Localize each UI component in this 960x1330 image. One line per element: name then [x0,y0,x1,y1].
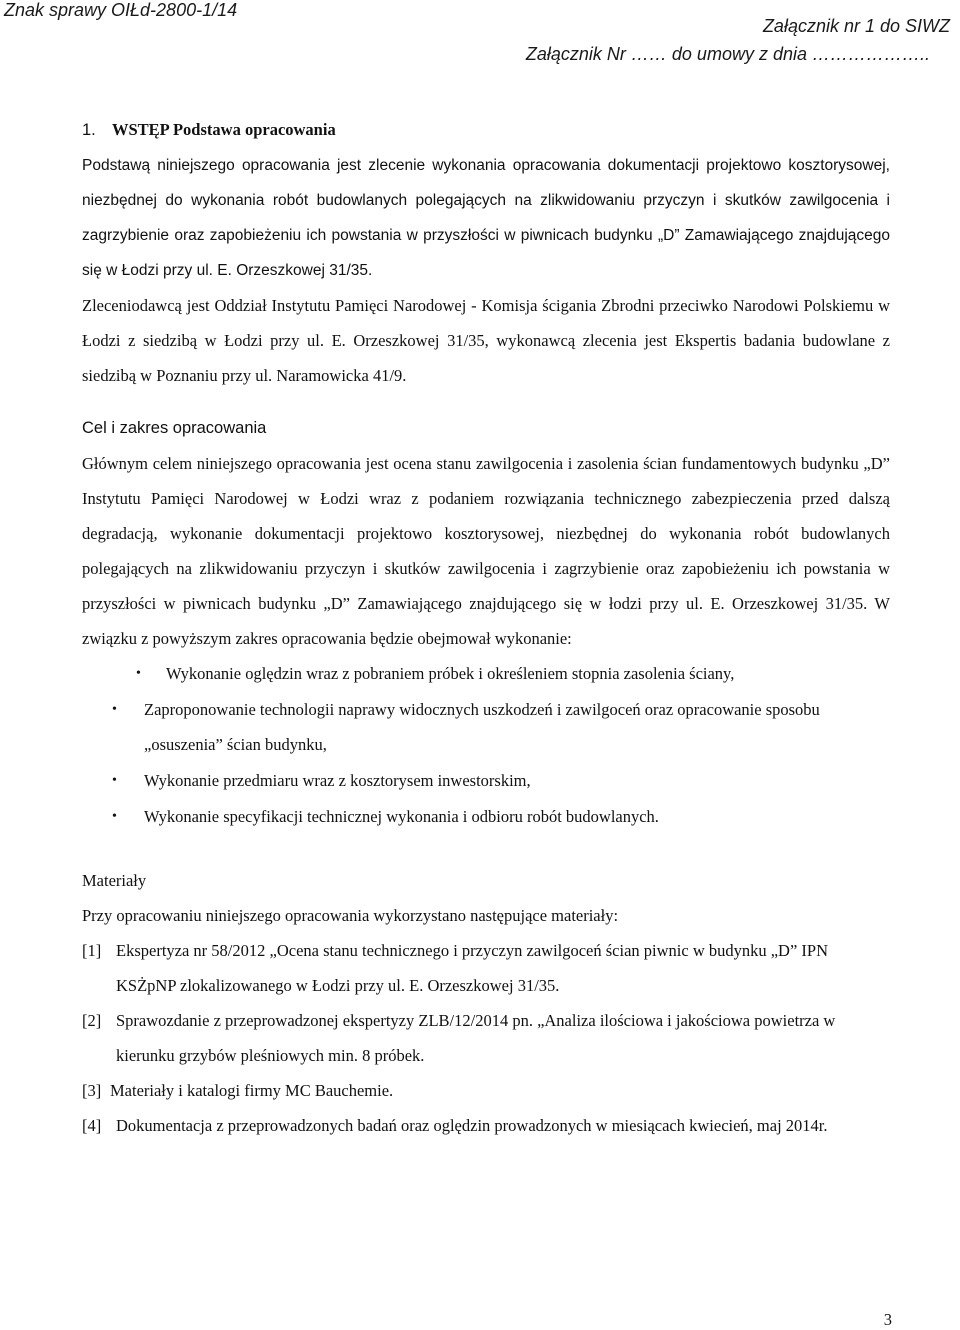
list-item: • Wykonanie oględzin wraz z pobraniem próbek i określeniem stopnia zasolenia ściany, [82,656,890,691]
list-item [82,1003,890,1073]
ref-number: [3] [82,1081,102,1100]
list-item: • Wykonanie przedmiaru wraz z kosztorysem inwestorskim, [82,763,890,798]
document-body [82,112,890,1143]
attachment-siwz: Załącznik nr 1 do SIWZ [762,16,950,36]
ref-number: [4] [82,1116,102,1135]
case-number: Znak sprawy OIŁd-2800-1/14 [4,0,238,20]
goal-paragraph: Głównym celem niniejszego opracowania jest ocena stanu zawilgocenia i zasolenia ścian fundamentowych budynku „D” Instytutu Pamięci Narodowej w Łodzi wraz z podaniem rozwiązania technicznego zabezpieczenia przed dalszą degradacją, wykonanie dokumentacji projektowo kosztorysowej, niezbędnej do wykonania robót budowlanych polegających na zlikwidowaniu przyczyn i skutków zawilgocenia i zagrzybienie oraz zapobieżeniu ich powstania w przyszłości w piwnicach budynku „D” Zamawiającego znajdującego się w łodzi przy ul. E. Orzeszkowej 31/35. W związku z powyższym zakres opracowania będzie obejmował wykonanie: [82,454,890,648]
list-item: • Wykonanie specyfikacji technicznej wykonania i odbioru robót budowlanych. [82,799,890,834]
ref-text: Sprawozdanie z przeprowadzonej ekspertyzy ZLB/12/2014 pn. „Analiza ilościowa i jakościowa powietrza w kierunku grzybów pleśniowych min. 8 próbek. [116,1011,836,1065]
ref-text: Materiały i katalogi firmy MC Bauchemie. [110,1081,394,1100]
materials-list [82,933,890,1143]
section-title [82,112,890,148]
goal-heading: Cel i zakres opracowania [82,419,267,437]
page-number: 3 [883,1310,892,1329]
client-paragraph: Zleceniodawcą jest Oddział Instytutu Pamięci Narodowej - Komisja ścigania Zbrodni przeciwko Narodowi Polskiemu w Łodzi z siedzibą w Łodzi przy ul. E. Orzeszkowej 31/35, wykonawcą zlecenia jest Ekspertis badania budowlane z siedzibą w Poznaniu przy ul. Naramowicka 41/9. [82,296,890,385]
materials-heading: Materiały [82,871,147,890]
ref-text: Ekspertyza nr 58/2012 „Ocena stanu technicznego i przyczyn zawilgoceń ścian piwnic w budynku „D” IPN KSŻpNP zlokalizowanego w Łodzi przy ul. E. Orzeszkowej 31/35. [116,941,829,995]
list-item [82,1108,890,1143]
scope-list [82,656,890,834]
materials-intro: Przy opracowaniu niniejszego opracowania wykorzystano następujące materiały: [82,906,619,925]
list-item: • Zaproponowanie technologii naprawy widocznych uszkodzeń i zawilgoceń oraz opracowanie sposobu „osuszenia” ścian budynku, [82,692,890,762]
section-title-text: WSTĘP Podstawa opracowania [112,120,336,139]
ref-text: Dokumentacja z przeprowadzonych badań oraz oględzin prowadzonych w miesiącach kwiecień, maj 2014r. [116,1116,828,1135]
ref-number: [2] [82,1011,102,1030]
ref-number: [1] [82,941,102,960]
attachment-contract: Załącznik Nr …… do umowy z dnia ……………….. [525,44,930,64]
list-item [82,933,890,1003]
section-number: 1. [82,121,96,139]
basis-paragraph: Podstawą niniejszego opracowania jest zlecenie wykonania opracowania dokumentacji projektowo kosztorysowej, niezbędnej do wykonania robót budowlanych polegających na zlikwidowaniu przyczyn i skutków zawilgocenia i zagrzybienie oraz zapobieżeniu ich powstania w przyszłości w piwnicach budynku „D” Zamawiającego znajdującego się w Łodzi przy ul. E. Orzeszkowej 31/35. [82,157,890,279]
list-item [82,1073,890,1108]
